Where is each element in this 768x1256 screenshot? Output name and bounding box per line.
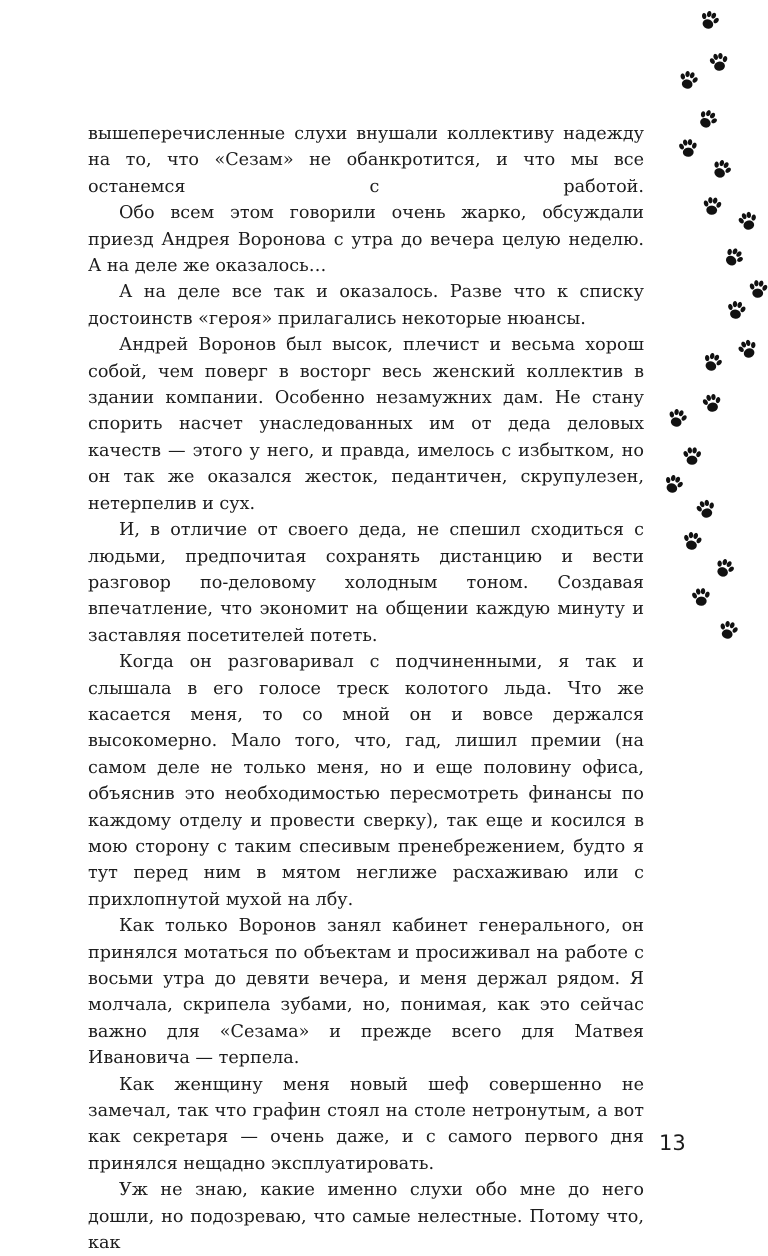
paw-print-icon — [695, 107, 721, 132]
paw-print-icon — [677, 69, 700, 91]
paw-print-icon — [712, 556, 737, 580]
paw-print-icon — [736, 210, 759, 232]
paragraph-9: Уж не знаю, какие именно слухи обо мне до него дошли, но подозреваю, что самые нелестные. Потому что, как — [88, 1180, 644, 1254]
paw-print-icon — [717, 619, 740, 641]
page-number: 13 — [659, 1131, 686, 1155]
paw-print-icon — [681, 531, 703, 552]
paw-print-icon — [666, 407, 689, 429]
paw-print-icon — [725, 300, 747, 321]
paw-print-icon — [697, 8, 721, 31]
paw-print-icon — [736, 337, 760, 360]
body-text — [88, 121, 644, 1256]
paw-print-icon — [709, 157, 734, 181]
paragraph-6: Когда он разговаривал с подчиненными, я так и слышала в его голосе треск колотого льда. Что же касается меня, то со мной он и вовсе держался высокомерно. Мало того, что, гад, лишил премии (на самом деле не только меня, но и еще половину офиса, объяснив это необходимостью пересмотреть финансы по каждому отделу и провести сверку), так еще и косился в мою сторону с таким спесивым пренебрежением, будто я тут перед ним в мятом неглиже расхаживаю или с прихлопнутой мухой на лбу. — [88, 652, 644, 910]
paragraph-4: Андрей Воронов был высок, плечист и весьма хорош собой, чем поверг в восторг весь женский коллектив в здании компании. Особенно незамужних дам. Не стану спорить насчет унаследованных им от деда деловых качеств — этого у него, и правда, имелось с избытком, но он так же оказался жесток, педантичен, скрупулезен, нетерпелив и сух. — [88, 335, 644, 514]
paragraph-7: Как только Воронов занял кабинет генерального, он принялся мотаться по объектам и просиживал на работе с восьми утра до девяти вечера, и меня держал рядом. Я молчала, скрипела зубами, но, понимая, как это сейчас важно для «Сезама» и прежде всего для Матвея Ивановича — терпела. — [88, 916, 644, 1069]
paw-print-icon — [678, 138, 699, 157]
paragraph-2: Обо всем этом говорили очень жарко, обсуждали приезд Андрея Воронова с утра до вечера целую неделю. А на деле же оказалось… — [88, 203, 644, 277]
paw-print-icon — [721, 244, 747, 270]
paw-print-icon — [701, 392, 723, 413]
paw-print-icon — [682, 447, 701, 465]
paragraph-1: вышеперечисленные слухи внушали коллективу надежду на то, что «Сезам» не обанкротится, и что мы все останемся с работой. — [88, 124, 644, 197]
paw-print-icon — [700, 350, 724, 373]
paragraph-5: И, в отличие от своего деда, не спешил сходиться с людьми, предпочитая сохранять дистанцию и вести разговор по-деловому холодным тоном. Создавая впечатление, что экономит на общении каждую минуту и заставляя посетителей потеть. — [88, 520, 644, 646]
paragraph-3: А на деле все так и оказалось. Разве что к списку достоинств «героя» прилагались некоторые нюансы. — [88, 282, 644, 329]
paw-print-icon — [661, 472, 685, 495]
paw-print-icon — [694, 498, 717, 520]
paw-print-icon — [691, 587, 712, 606]
paragraph-8: Как женщину меня новый шеф совершенно не замечал, так что графин стоял на столе нетронутым, а вот как секретаря — очень даже, и с самого первого дня принялся нещадно эксплуатировать. — [88, 1074, 644, 1174]
paw-print-icon — [748, 279, 768, 298]
paw-print-icon — [708, 51, 730, 72]
paw-print-icon — [702, 196, 723, 215]
